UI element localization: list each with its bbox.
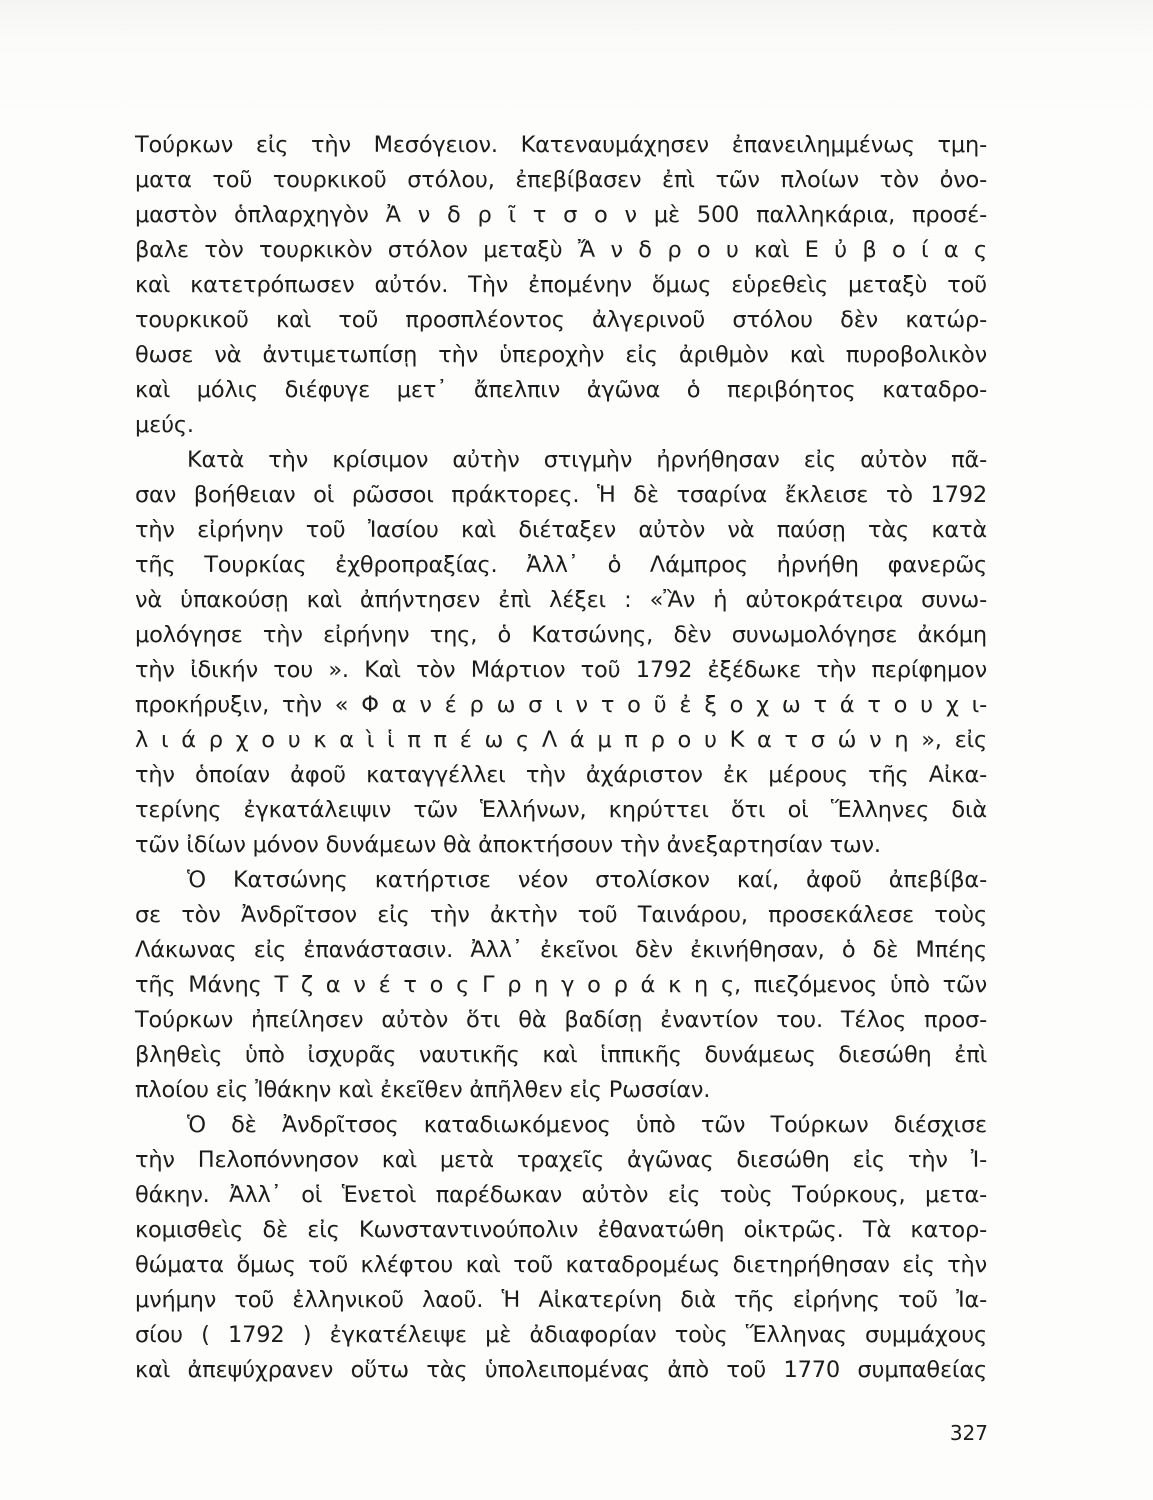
text-line: Κατὰ τὴν κρίσιμον αὐτὴν στιγμὴν ἠρνήθησαν εἰς αὐτὸν πᾶ- — [187, 447, 987, 473]
text-line: μαστὸν ὁπλαρχηγὸν Ἀ ν δ ρ ῖ τ σ ο ν μὲ 500 παλληκάρια, προσέ- — [135, 202, 987, 228]
text-line: σε τὸν Ἀνδρῖτσον εἰς τὴν ἀκτὴν τοῦ Ταινάρου, προσεκάλεσε τοὺς — [135, 902, 987, 928]
text-line: τερίνης ἐγκατάλειψιν τῶν Ἑλλήνων, κηρύττει ὅτι οἱ Ἕλληνες διὰ — [135, 797, 987, 823]
text-line: πλοίου εἰς Ἰθάκην καὶ ἐκεῖθεν ἀπῆλθεν εἰς Ρωσσίαν. — [135, 1077, 711, 1103]
text-line: λ ι ά ρ χ ο υ κ α ὶ ἱ π π έ ω ς Λ ά μ π ρ ο υ Κ α τ σ ώ ν η », εἰς — [135, 727, 987, 753]
text-line: τὴν Πελοπόννησον καὶ μετὰ τραχεῖς ἀγῶνας διεσώθη εἰς τὴν Ἰ- — [135, 1147, 987, 1173]
text-line: θώματα ὅμως τοῦ κλέφτου καὶ τοῦ καταδρομέως διετηρήθησαν εἰς τὴν — [135, 1252, 987, 1278]
text-line: Τούρκων ἠπείλησεν αὐτὸν ὅτι θὰ βαδίσῃ ἐναντίον του. Τέλος προσ- — [135, 1007, 987, 1033]
text-line: νὰ ὑπακούσῃ καὶ ἀπήντησεν ἐπὶ λέξει : «Ἂν ἡ αὐτοκράτειρα συνω- — [135, 587, 987, 613]
text-line: προκήρυξιν, τὴν « Φ α ν έ ρ ω σ ι ν τ ο ῦ ἐ ξ ο χ ω τ ά τ ο υ χ ι- — [135, 692, 987, 718]
text-line: σαν βοήθειαν οἱ ρῶσσοι πράκτορες. Ἡ δὲ τσαρίνα ἔκλεισε τὸ 1792 — [135, 482, 987, 508]
text-line: μεύς. — [135, 412, 194, 438]
text-line: Τούρκων εἰς τὴν Μεσόγειον. Κατεναυμάχησεν ἐπανειλημμένως τμη- — [135, 132, 987, 158]
text-line: Λάκωνας εἰς ἐπανάστασιν. Ἀλλ᾽ ἐκεῖνοι δὲν ἐκινήθησαν, ὁ δὲ Μπέης — [135, 937, 987, 963]
text-line: θάκην. Ἀλλ᾽ οἱ Ἑνετοὶ παρέδωκαν αὐτὸν εἰς τοὺς Τούρκους, μετα- — [135, 1182, 987, 1208]
text-line: τῆς Τουρκίας ἐχθροπραξίας. Ἀλλ᾽ ὁ Λάμπρος ἠρνήθη φανερῶς — [135, 552, 987, 578]
text-line: καὶ ἀπεψύχρανεν οὕτω τὰς ὑπολειπομένας ἀπὸ τοῦ 1770 συμπαθείας — [135, 1357, 987, 1383]
text-line: θωσε νὰ ἀντιμετωπίσῃ τὴν ὑπεροχὴν εἰς ἀριθμὸν καὶ πυροβολικὸν — [135, 342, 987, 368]
text-line: τὴν εἰρήνην τοῦ Ἰασίου καὶ διέταξεν αὐτὸν νὰ παύσῃ τὰς κατὰ — [135, 517, 987, 543]
text-line: μνήμην τοῦ ἑλληνικοῦ λαοῦ. Ἡ Αἰκατερίνη διὰ τῆς εἰρήνης τοῦ Ἰα- — [135, 1287, 987, 1313]
text-line: τουρκικοῦ καὶ τοῦ προσπλέοντος ἀλγερινοῦ στόλου δὲν κατώρ- — [135, 307, 987, 333]
page-number: 327 — [949, 1421, 988, 1445]
text-line: τῶν ἰδίων μόνον δυνάμεων θὰ ἀποκτήσουν τὴν ἀνεξαρτησίαν των. — [135, 832, 881, 858]
text-line: τῆς Μάνης Τ ζ α ν έ τ ο ς Γ ρ η γ ο ρ ά κ η ς, πιεζόμενος ὑπὸ τῶν — [135, 972, 987, 998]
text-line: καὶ κατετρόπωσεν αὐτόν. Τὴν ἐπομένην ὅμως εὑρεθεὶς μεταξὺ τοῦ — [135, 272, 987, 298]
text-line: κομισθεὶς δὲ εἰς Κωνσταντινούπολιν ἐθανατώθη οἰκτρῶς. Τὰ κατορ- — [135, 1217, 987, 1243]
text-line: Ὁ Κατσώνης κατήρτισε νέον στολίσκον καί, ἀφοῦ ἀπεβίβα- — [187, 867, 987, 893]
text-line: τὴν ἰδικήν του ». Καὶ τὸν Μάρτιον τοῦ 1792 ἐξέδωκε τὴν περίφημον — [135, 657, 987, 683]
text-line: βαλε τὸν τουρκικὸν στόλον μεταξὺ Ἄ ν δ ρ ο υ καὶ Ε ὐ β ο ί α ς — [135, 237, 987, 263]
text-line: Ὁ δὲ Ἀνδρῖτσος καταδιωκόμενος ὑπὸ τῶν Τούρκων διέσχισε — [187, 1112, 987, 1138]
text-line: καὶ μόλις διέφυγε μετ᾽ ἄπελπιν ἀγῶνα ὁ περιβόητος καταδρο- — [135, 377, 987, 403]
text-line: μολόγησε τὴν εἰρήνην της, ὁ Κατσώνης, δὲν συνωμολόγησε ἀκόμη — [135, 622, 987, 648]
text-line: βληθεὶς ὑπὸ ἰσχυρᾶς ναυτικῆς καὶ ἱππικῆς δυνάμεως διεσώθη ἐπὶ — [135, 1042, 987, 1068]
text-line: τὴν ὁποίαν ἀφοῦ καταγγέλλει τὴν ἀχάριστον ἐκ μέρους τῆς Αἰκα- — [135, 762, 987, 788]
text-line: σίου ( 1792 ) ἐγκατέλειψε μὲ ἀδιαφορίαν τοὺς Ἕλληνας συμμάχους — [135, 1322, 987, 1348]
text-line: ματα τοῦ τουρκικοῦ στόλου, ἐπεβίβασεν ἐπὶ τῶν πλοίων τὸν ὀνο- — [135, 167, 987, 193]
body-text — [135, 128, 987, 1388]
